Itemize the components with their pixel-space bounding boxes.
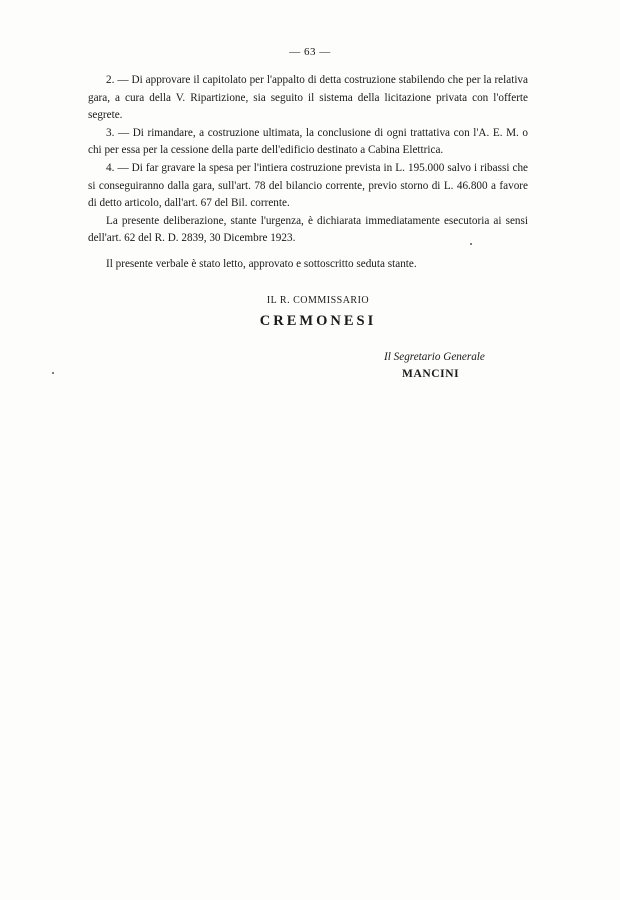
signatory-title: IL R. COMMISSARIO bbox=[266, 295, 370, 306]
paragraph-closing: Il presente verbale è stato letto, approvato e sottoscritto seduta stante. bbox=[106, 257, 417, 270]
signatory-name: CREMONESI bbox=[259, 313, 377, 329]
secretary-name: MANCINI bbox=[402, 368, 460, 380]
scan-speck bbox=[52, 372, 54, 374]
scan-speck bbox=[470, 243, 472, 245]
body-text bbox=[88, 72, 528, 274]
paragraph-item-3: 3. — Di rimandare, a costruzione ultimata, la conclusione di ogni trattativa con l'A. E. M. o chi per essa per la cessione della parte dell'edificio destinato a Cabina Elettrica. bbox=[88, 126, 528, 157]
paragraph-item-2: 2. — Di approvare il capitolato per l'appalto di detta costruzione stabilendo che per la relativa gara, a cura della V. Ripartizione, sia seguito il sistema della licitazione privata con l'offerte segrete. bbox=[88, 74, 528, 122]
secretary-title: Il Segretario Generale bbox=[384, 351, 485, 363]
paragraph-item-4: 4. — Di far gravare la spesa per l'intiera costruzione prevista in L. 195.000 salvo i ribassi che si conseguiranno dalla gara, sull'art. 78 del bilancio corrente, previo storno di L. 46.800 a favore di detto articolo, dall'art. 67 del Bil. corrente. bbox=[88, 161, 528, 210]
page-number: — 63 — bbox=[289, 46, 331, 58]
paragraph-resolution: La presente deliberazione, stante l'urgenza, è dichiarata immediatamente esecutoria ai sensi dell'art. 62 del R. D. 2839, 30 Dicembre 1923. bbox=[88, 214, 528, 245]
